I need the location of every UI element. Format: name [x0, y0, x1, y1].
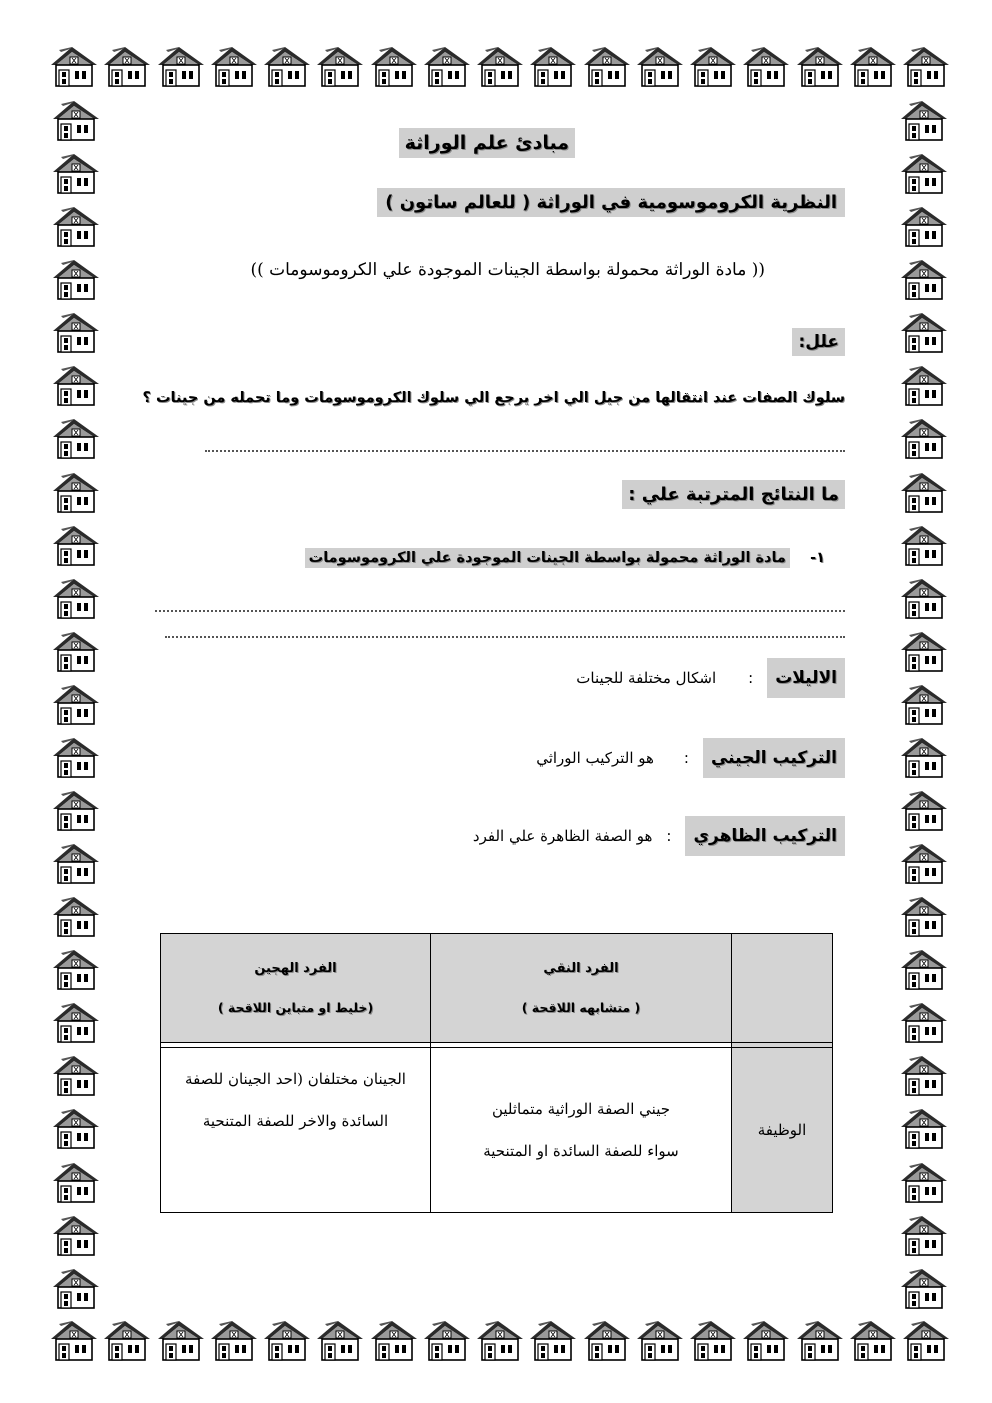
house-icon: [50, 1053, 102, 1097]
house-icon: [50, 682, 102, 726]
definition-term: التركيب الظاهري: [685, 816, 845, 856]
house-icon: [900, 1318, 952, 1362]
house-icon: [50, 788, 102, 832]
house-icon: [208, 1318, 260, 1362]
hybrid-title: الفرد الهجين: [254, 961, 337, 976]
house-icon: [261, 1318, 313, 1362]
border-bottom: [48, 1318, 952, 1362]
hybrid-cell-line: السائدة والاخر للصفة المتنحية: [202, 1112, 389, 1130]
house-icon: [474, 1318, 526, 1362]
row-label: الوظيفة: [732, 1048, 833, 1213]
house-icon: [898, 735, 950, 779]
house-icon: [50, 98, 102, 142]
definition-separator: :: [748, 669, 754, 687]
house-icon: [898, 1000, 950, 1044]
house-icon: [581, 1318, 633, 1362]
house-icon: [50, 523, 102, 567]
house-icon: [314, 44, 366, 88]
house-icon: [421, 1318, 473, 1362]
definition-description: اشكال مختلفة للجينات: [576, 669, 717, 687]
hybrid-header: [161, 934, 431, 1043]
house-icon: [50, 470, 102, 514]
definition-description: هو التركيب الوراثي: [536, 749, 654, 767]
house-icon: [898, 1213, 950, 1257]
house-icon: [898, 204, 950, 248]
definition-alleles: [576, 658, 845, 698]
house-icon: [368, 44, 420, 88]
definition-phenotype: [473, 816, 845, 856]
house-icon: [898, 788, 950, 832]
hybrid-function-cell: [161, 1048, 431, 1213]
table-corner-cell: [732, 934, 833, 1043]
house-icon: [687, 1318, 739, 1362]
explain-question: سلوك الصفات عند انتقالها من جيل الي اخر يرجع الي سلوك الكروموسومات وما تحمله من جينات ؟: [142, 390, 845, 406]
house-icon: [50, 1106, 102, 1150]
house-icon: [261, 44, 313, 88]
definition-genotype: [536, 738, 845, 778]
definition-separator: :: [666, 827, 672, 845]
house-icon: [898, 416, 950, 460]
house-icon: [847, 1318, 899, 1362]
house-icon: [527, 1318, 579, 1362]
house-icon: [898, 629, 950, 673]
house-icon: [898, 151, 950, 195]
house-icon: [50, 204, 102, 248]
result-item: [305, 550, 825, 566]
house-icon: [50, 947, 102, 991]
house-icon: [898, 257, 950, 301]
house-icon: [50, 629, 102, 673]
house-icon: [898, 682, 950, 726]
house-icon: [50, 1000, 102, 1044]
house-icon: [48, 1318, 100, 1362]
house-icon: [421, 44, 473, 88]
house-icon: [50, 1266, 102, 1310]
house-icon: [50, 576, 102, 620]
house-icon: [634, 44, 686, 88]
explain-label: علل:: [792, 328, 845, 356]
worksheet-content: [142, 110, 845, 1220]
house-icon: [581, 44, 633, 88]
theory-heading: النظرية الكروموسومية في الوراثة ( للعالم ساتون ): [377, 188, 845, 217]
house-icon: [898, 947, 950, 991]
house-icon: [898, 1160, 950, 1204]
house-icon: [474, 44, 526, 88]
house-icon: [101, 1318, 153, 1362]
pure-title: الفرد النقي: [543, 961, 619, 976]
result-item-text: مادة الوراثة محمولة بواسطة الجينات الموجودة علي الكروموسومات: [305, 548, 790, 568]
hybrid-subtitle: (خليط او متباين اللاقحة ): [217, 1000, 374, 1015]
result-item-number: ١-: [810, 550, 825, 566]
house-icon: [898, 1266, 950, 1310]
answer-line: [155, 610, 845, 612]
answer-line: [205, 450, 845, 452]
house-icon: [101, 44, 153, 88]
pure-function-cell: [431, 1048, 732, 1213]
house-icon: [50, 416, 102, 460]
house-icon: [50, 363, 102, 407]
house-icon: [900, 44, 952, 88]
house-icon: [898, 523, 950, 567]
pure-subtitle: ( متشابهه اللاقحة ): [521, 1000, 641, 1015]
house-icon: [50, 735, 102, 779]
house-icon: [898, 576, 950, 620]
pure-cell-line: سواء للصفة السائدة او المتنحية: [483, 1142, 679, 1160]
house-icon: [898, 470, 950, 514]
house-icon: [898, 1106, 950, 1150]
comparison-table: [160, 933, 833, 1213]
hybrid-cell-line: الجينان مختلفان (احد الجينان للصفة: [185, 1070, 406, 1088]
pure-cell-line: جيني الصفة الوراثية متماثلين: [491, 1100, 671, 1118]
house-icon: [155, 1318, 207, 1362]
house-icon: [847, 44, 899, 88]
house-icon: [155, 44, 207, 88]
house-icon: [898, 363, 950, 407]
house-icon: [50, 310, 102, 354]
house-icon: [50, 257, 102, 301]
house-icon: [527, 44, 579, 88]
results-heading: ما النتائج المترتبة علي :: [622, 480, 845, 509]
definition-term: الاليلات: [767, 658, 845, 698]
house-icon: [898, 98, 950, 142]
house-icon: [314, 1318, 366, 1362]
border-right: [898, 98, 950, 1310]
answer-line: [165, 636, 845, 638]
house-icon: [50, 1213, 102, 1257]
house-icon: [208, 44, 260, 88]
house-icon: [634, 1318, 686, 1362]
house-icon: [368, 1318, 420, 1362]
house-icon: [898, 894, 950, 938]
border-top: [48, 44, 952, 88]
house-icon: [50, 1160, 102, 1204]
house-icon: [794, 44, 846, 88]
house-icon: [687, 44, 739, 88]
pure-header: [431, 934, 732, 1043]
border-left: [50, 98, 102, 1310]
house-icon: [48, 44, 100, 88]
theory-statement: (( مادة الوراثة محمولة بواسطة الجينات الموجودة علي الكروموسومات )): [250, 260, 765, 280]
house-icon: [898, 1053, 950, 1097]
definition-description: هو الصفة الظاهرة علي الفرد: [472, 827, 653, 845]
definition-separator: :: [683, 749, 689, 767]
house-icon: [740, 1318, 792, 1362]
house-icon: [898, 310, 950, 354]
page-title: مبادئ علم الوراثة: [399, 128, 575, 158]
house-icon: [50, 151, 102, 195]
definition-term: التركيب الجيني: [703, 738, 845, 778]
house-icon: [794, 1318, 846, 1362]
house-icon: [50, 841, 102, 885]
house-icon: [740, 44, 792, 88]
house-icon: [50, 894, 102, 938]
house-icon: [898, 841, 950, 885]
